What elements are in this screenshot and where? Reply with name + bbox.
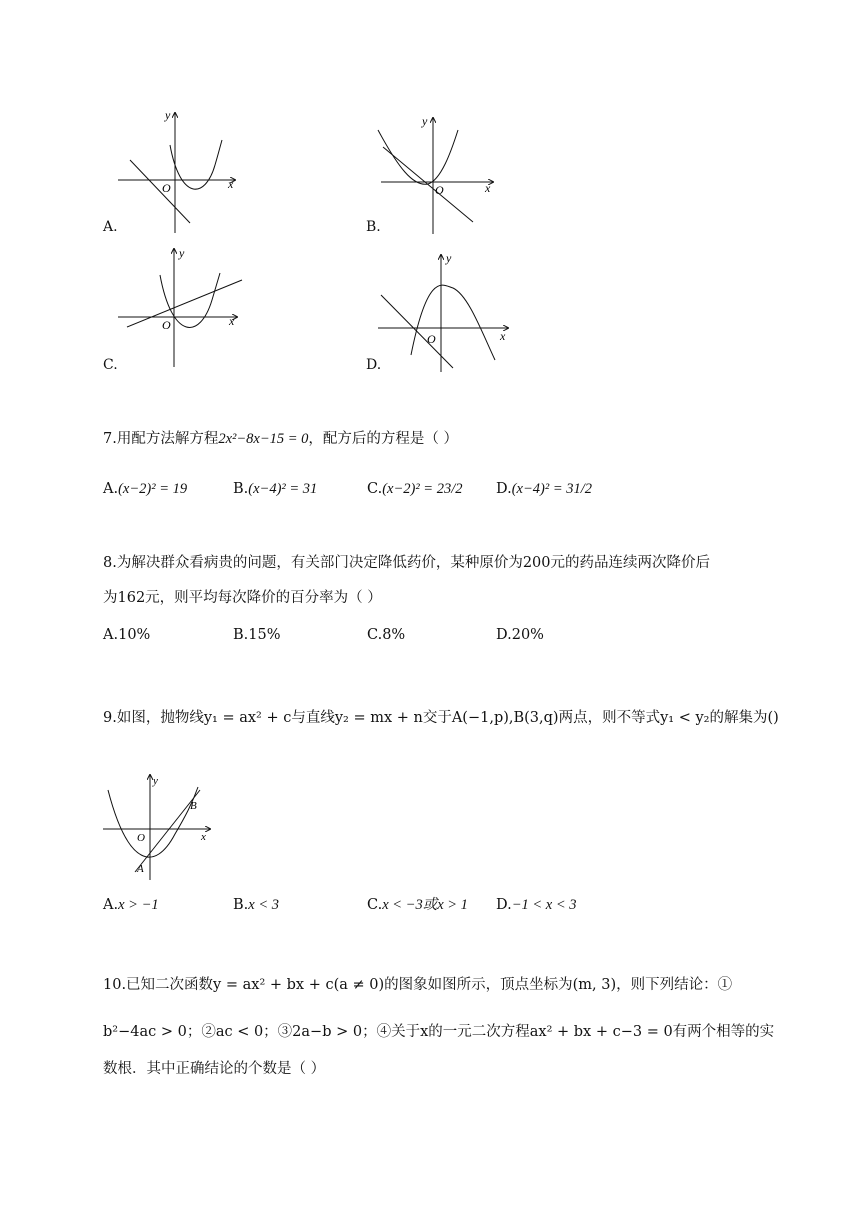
q9-option-d: D.−1 < x < 3: [496, 897, 577, 913]
svg-text:y: y: [446, 251, 452, 265]
q9-stem: 9.如图，抛物线y₁ = ax² + c与直线y₂ = mx + n交于A(−1,p),B(3,q)两点，则不等式y₁ < y₂的解集为(): [103, 710, 779, 726]
q7-option-c: C.(x−2)² = 23/2: [367, 481, 463, 497]
svg-text:O: O: [427, 332, 436, 346]
svg-text:O: O: [137, 832, 145, 844]
q8-option-a: A.10%: [103, 627, 151, 643]
graph-d: [373, 250, 518, 375]
graph-c: [112, 245, 252, 370]
svg-text:x: x: [485, 181, 491, 195]
q10-stem-line2: b²−4ac > 0；②ac < 0；③2a−b > 0；④关于x的一元二次方程ax² + bx + c−3 = 0有两个相等的实: [103, 1024, 775, 1040]
q9-graph: [100, 772, 220, 882]
q10-stem-line1: 10.已知二次函数y = ax² + bx + c(a ≠ 0)的图象如图所示，顶点坐标为(m, 3)，则下列结论：①: [103, 977, 733, 993]
svg-text:O: O: [162, 318, 171, 332]
graph-d-label: D.: [366, 357, 382, 373]
q8-option-c: C.8%: [367, 627, 406, 643]
q8-option-d: D.20%: [496, 627, 544, 643]
q10-stem-line3: 数根．其中正确结论的个数是（ ）: [103, 1061, 326, 1077]
q9-option-a: A.x > −1: [103, 897, 159, 913]
q7-stem: 7.用配方法解方程2x²−8x−15 = 0，配方后的方程是（ ）: [103, 431, 459, 447]
svg-text:x: x: [228, 177, 234, 191]
q8-stem-line1: 8.为解决群众看病贵的问题，有关部门决定降低药价，某种原价为200元的药品连续两次降价后: [103, 555, 711, 571]
q8-stem-line2: 为162元，则平均每次降价的百分率为（ ）: [103, 590, 382, 606]
graph-a-label: A.: [103, 219, 118, 235]
q9-option-c: C.x < −3或x > 1: [367, 897, 468, 913]
q7-option-a: A.(x−2)² = 19: [103, 481, 188, 497]
point-b-label: B: [190, 800, 197, 812]
svg-text:y: y: [179, 246, 185, 260]
graph-b: [373, 112, 503, 237]
q7-option-b: B.(x−4)² = 31: [233, 481, 318, 497]
q9-option-b: B.x < 3: [233, 897, 279, 913]
q7-option-d: D.(x−4)² = 31/2: [496, 481, 593, 497]
q8-option-b: B.15%: [233, 627, 281, 643]
graph-a: [110, 105, 250, 235]
svg-text:x: x: [500, 329, 506, 343]
point-a-label: A: [137, 863, 144, 875]
svg-text:O: O: [435, 183, 444, 197]
graph-c-label: C.: [103, 357, 118, 373]
svg-text:x: x: [229, 314, 235, 328]
origin-label: O: [162, 181, 171, 195]
svg-text:x: x: [201, 831, 206, 843]
svg-text:y: y: [165, 108, 171, 122]
svg-text:y: y: [422, 114, 428, 128]
svg-text:y: y: [153, 775, 158, 787]
graph-b-label: B.: [366, 219, 381, 235]
